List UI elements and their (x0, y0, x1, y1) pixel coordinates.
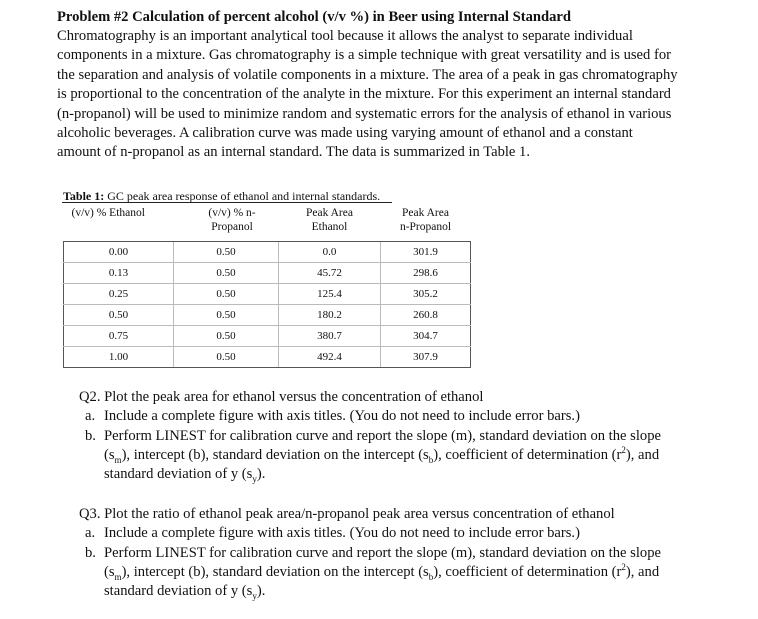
intro-line: components in a mixture. Gas chromatography is a simple technique with great versatility and is used for (57, 47, 671, 64)
header-ethanol-percent: (v/v) % Ethanol (64, 204, 174, 242)
intro-line: is proportional to the concentration of the analyte in the mixture. For this experiment an internal standard (57, 86, 671, 103)
cell-ethanol-percent: 1.00 (64, 347, 174, 368)
table-row (64, 326, 471, 347)
cell-peak-area-ethanol: 125.4 (279, 284, 381, 305)
cell-peak-area-ethanol: 45.72 (279, 263, 381, 284)
q3-a-text: Include a complete figure with axis titles. (You do not need to include error bars.) (104, 525, 580, 541)
cell-peak-area-ethanol: 180.2 (279, 305, 381, 326)
table-row (64, 347, 471, 368)
cell-peak-area-propanol: 260.8 (381, 305, 471, 326)
q3-a-marker: a. (85, 525, 96, 541)
cell-peak-area-propanol: 298.6 (381, 263, 471, 284)
table-row (64, 263, 471, 284)
cell-peak-area-propanol: 304.7 (381, 326, 471, 347)
q2-a-marker: a. (85, 408, 96, 424)
intro-line: (n-propanol) will be used to minimize random and systematic errors for the analysis of ethanol in various (57, 105, 672, 122)
cell-propanol-percent: 0.50 (174, 242, 279, 263)
cell-propanol-percent: 0.50 (174, 263, 279, 284)
q3-b-marker: b. (85, 545, 96, 561)
q3-heading: Q3. Plot the ratio of ethanol peak area/n-propanol peak area versus concentration of ethanol (79, 506, 615, 522)
cell-peak-area-propanol: 305.2 (381, 284, 471, 305)
cell-peak-area-ethanol: 492.4 (279, 347, 381, 368)
cell-ethanol-percent: 0.25 (64, 284, 174, 305)
header-peak-area-propanol: Peak Area n-Propanol (381, 204, 471, 242)
q2-b-text (104, 427, 704, 484)
q2-b-line: $(s_m)$, intercept (b), standard deviation on the intercept $(s_b)$, coefficient of determination $(r^2)$, and (104, 445, 660, 465)
cell-peak-area-ethanol: 380.7 (279, 326, 381, 347)
intro-line: alcoholic beverages. A calibration curve was made using varying amount of ethanol and a constant (57, 125, 633, 142)
cell-ethanol-percent: 0.13 (64, 263, 174, 284)
table-row (64, 284, 471, 305)
q3-b-text (104, 544, 704, 601)
cell-peak-area-ethanol: 0.0 (279, 242, 381, 263)
intro-line: the separation and analysis of volatile components in a mixture. The area of a peak in gas chromatography (57, 66, 678, 83)
gc-peak-area-table (63, 204, 471, 368)
cell-propanol-percent: 0.50 (174, 326, 279, 347)
cell-peak-area-propanol: 301.9 (381, 242, 471, 263)
caption-underline (62, 202, 392, 203)
intro-line: amount of n-propanol as an internal standard. The data is summarized in Table 1. (57, 144, 531, 161)
table-caption-text: GC peak area response of ethanol and internal standards. (104, 189, 381, 203)
q2-heading: Q2. Plot the peak area for ethanol versus the concentration of ethanol (79, 389, 484, 405)
cell-propanol-percent: 0.50 (174, 347, 279, 368)
q3-b-line: standard deviation of y $(s_y)$. (104, 583, 266, 601)
cell-ethanol-percent: 0.00 (64, 242, 174, 263)
cell-ethanol-percent: 0.75 (64, 326, 174, 347)
cell-propanol-percent: 0.50 (174, 284, 279, 305)
q3-b-line: $(s_m)$, intercept (b), standard deviation on the intercept $(s_b)$, coefficient of determination $(r^2)$, and (104, 562, 660, 582)
cell-ethanol-percent: 0.50 (64, 305, 174, 326)
table-row (64, 305, 471, 326)
q3-b-line: Perform LINEST for calibration curve and report the slope (m), standard deviation on the slope (104, 545, 661, 561)
q2-b-line: standard deviation of y $(s_y)$. (104, 466, 266, 484)
problem-intro (57, 27, 707, 163)
intro-line: Chromatography is an important analytical tool because it allows the analyst to separate individual (57, 28, 633, 44)
problem-title: Problem #2 Calculation of percent alcohol (v/v %) in Beer using Internal Standard (57, 9, 572, 25)
header-peak-area-ethanol: Peak Area Ethanol (279, 204, 381, 242)
q2-b-line: Perform LINEST for calibration curve and report the slope (m), standard deviation on the slope (104, 428, 661, 444)
table-row (64, 242, 471, 263)
table-header-row (64, 204, 471, 242)
table-caption (63, 189, 380, 203)
q2-a-text: Include a complete figure with axis titles. (You do not need to include error bars.) (104, 408, 580, 424)
cell-peak-area-propanol: 307.9 (381, 347, 471, 368)
cell-propanol-percent: 0.50 (174, 305, 279, 326)
header-propanol-percent: (v/v) % n- Propanol (174, 204, 279, 242)
q2-b-marker: b. (85, 428, 96, 444)
table-caption-label: Table 1: (63, 189, 105, 203)
